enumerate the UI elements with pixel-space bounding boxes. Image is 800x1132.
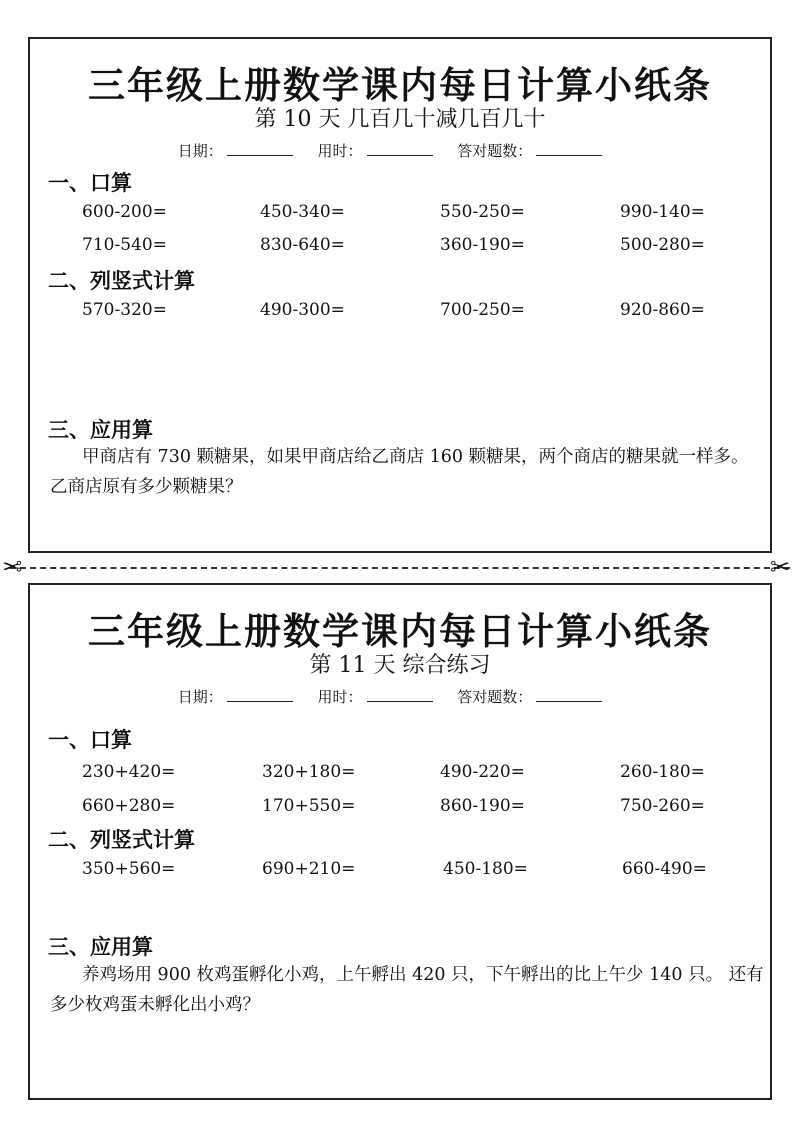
vertical-problem: 490-300= — [260, 300, 345, 320]
word-problem-text: 养鸡场用 900 枚鸡蛋孵化小鸡，上午孵出 420 只，下午孵出的比上午少 140 只。 还有多少枚鸡蛋未孵化出小鸡？ — [50, 965, 764, 1015]
section-word-problem: 三、应用算 — [48, 418, 153, 442]
section-vertical-calc: 二、列竖式计算 — [48, 269, 195, 293]
vertical-problem: 350+560= — [82, 859, 176, 879]
vertical-problem: 570-320= — [82, 300, 167, 320]
info-row — [30, 686, 770, 707]
vertical-problem: 690+210= — [262, 859, 356, 879]
vertical-problem: 920-860= — [620, 300, 705, 320]
mental-problem: 500-280= — [620, 235, 705, 255]
card-title: 三年级上册数学课内每日计算小纸条 — [88, 610, 712, 653]
mental-problem: 710-540= — [82, 235, 167, 255]
mental-problem: 230+420= — [82, 762, 176, 782]
word-problem-text: 甲商店有 730 颗糖果，如果甲商店给乙商店 160 颗糖果，两个商店的糖果就一样多。乙商店原有多少颗糖果？ — [50, 447, 749, 497]
mental-problem: 600-200= — [82, 202, 167, 222]
correct-count-label: 答对题数： — [457, 688, 533, 706]
section-vertical-calc: 二、列竖式计算 — [48, 828, 195, 852]
date-label: 日期： — [177, 142, 223, 160]
mental-problem: 860-190= — [440, 796, 525, 816]
section-mental-math: 一、口算 — [48, 728, 132, 752]
scissors-right-icon: ✂ — [770, 553, 791, 581]
mental-problem: 830-640= — [260, 235, 345, 255]
mental-problem: 260-180= — [620, 762, 705, 782]
vertical-problem: 660-490= — [622, 859, 707, 879]
time-blank — [367, 141, 433, 156]
time-label: 用时： — [317, 142, 363, 160]
mental-problem: 660+280= — [82, 796, 176, 816]
card-subtitle: 第 10 天 几百几十减几百几十 — [254, 107, 546, 132]
practice-card-day-10 — [28, 37, 772, 553]
correct-count-blank — [536, 687, 602, 702]
mental-problem: 750-260= — [620, 796, 705, 816]
card-title: 三年级上册数学课内每日计算小纸条 — [88, 64, 712, 107]
correct-count-blank — [536, 141, 602, 156]
mental-problem: 360-190= — [440, 235, 525, 255]
mental-problem: 320+180= — [262, 762, 356, 782]
info-row — [30, 140, 770, 161]
vertical-problem: 450-180= — [443, 859, 528, 879]
time-blank — [367, 687, 433, 702]
vertical-problem: 700-250= — [440, 300, 525, 320]
date-label: 日期： — [177, 688, 223, 706]
date-blank — [227, 141, 293, 156]
card-subtitle: 第 11 天 综合练习 — [309, 653, 491, 678]
time-label: 用时： — [317, 688, 363, 706]
date-blank — [227, 687, 293, 702]
mental-problem: 550-250= — [440, 202, 525, 222]
mental-problem: 450-340= — [260, 202, 345, 222]
practice-card-day-11 — [28, 583, 772, 1100]
section-word-problem: 三、应用算 — [48, 935, 153, 959]
scissors-left-icon: ✂ — [2, 553, 23, 581]
mental-problem: 490-220= — [440, 762, 525, 782]
section-mental-math: 一、口算 — [48, 171, 132, 195]
correct-count-label: 答对题数： — [457, 142, 533, 160]
mental-problem: 990-140= — [620, 202, 705, 222]
mental-problem: 170+550= — [262, 796, 356, 816]
cut-line — [10, 567, 790, 569]
